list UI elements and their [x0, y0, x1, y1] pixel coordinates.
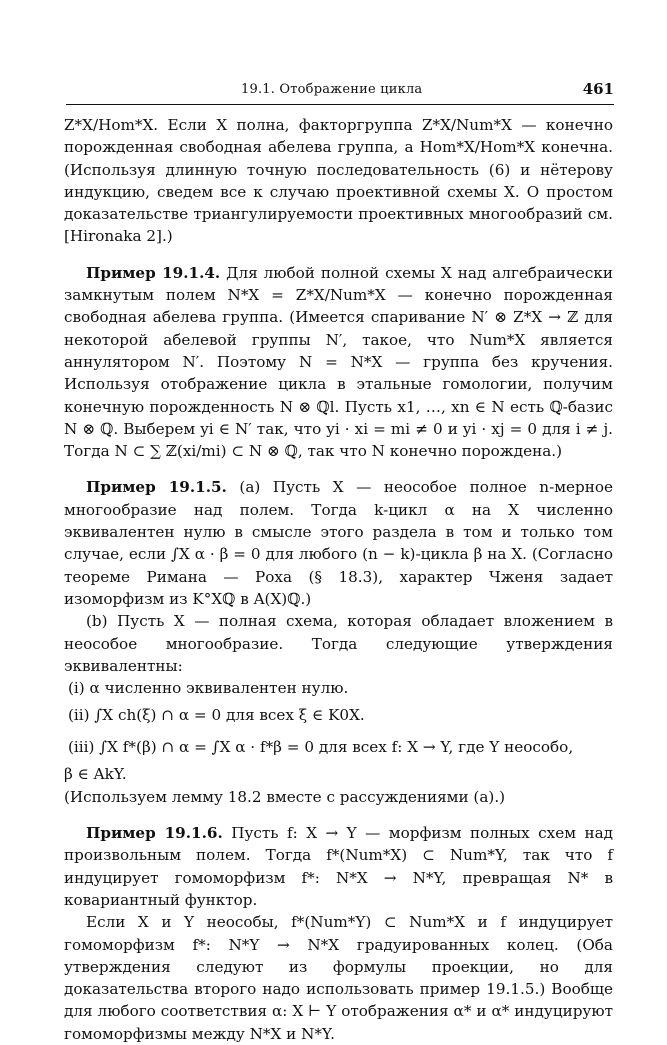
- example-text: Пусть f: X → Y — морфизм полных схем над произвольным полем. Тогда f*(Num*X) ⊂ Num*Y, так что f индуцирует гомоморфизм f*: N*X → N*Y, превращая N* в ковариантный функтор.: [64, 824, 613, 909]
- example-text: (a) Пусть X — неособое полное n-мерное многообразие над полем. Тогда k-цикл α на X численно эквивалентен нулю в смысле этого раздела в том и только том случае, если ∫X α · β = 0 для любого (n − k)-цикла β на X. (Согласно теореме Римана — Роха (§ 18.3), характер Чженя задает изоморфизм из K°Xℚ в A(X)ℚ.): [64, 478, 613, 608]
- paragraph-continuation: Z*X/Hom*X. Если X полна, факторгруппа Z*X/Num*X — конечно порожденная свободная абелева группа, а Hom*X/Hom*X конечна. (Используя длинную точную последовательность (6) и нётерову индукцию, сведем все к случаю проективной схемы X. О простом доказательстве триангулируемости проективных многообразий см. [Hironaka 2].): [64, 116, 613, 246]
- page-body: [64, 114, 613, 1045]
- example-19-1-5-note: (Используем лемму 18.2 вместе с рассуждениями (a).): [64, 787, 506, 806]
- example-19-1-6: [64, 822, 613, 911]
- running-header: [66, 78, 614, 102]
- example-19-1-5-part-b: (b) Пусть X — полная схема, которая обладает вложением в неособое многообразие. Тогда следующие утверждения эквивалентны:: [64, 612, 613, 675]
- example-label: Пример 19.1.6.: [86, 824, 223, 843]
- example-label: Пример 19.1.4.: [86, 263, 221, 282]
- condition-iii-continued: β ∈ AkY.: [64, 765, 127, 784]
- example-text: Для любой полной схемы X над алгебраически замкнутым полем N*X = Z*X/Num*X — конечно порожденная свободная абелева группа. (Имеется спаривание N′ ⊗ Z*X → ℤ для некоторой абелевой группы N′, такое, что Num*X является аннулятором N′. Поэтому N = N*X — группа без кручения. Используя отображение цикла в этальные гомологии, получим конечную порожденность N ⊗ ℚl. Пусть x1, …, xn ∈ N есть ℚ-базис N ⊗ ℚ. Выберем yi ∈ N′ так, что yi · xi = mi ≠ 0 и yi · xj = 0 для i ≠ j. Тогда N ⊂ ∑ ℤ(xi/mi) ⊂ N ⊗ ℚ, так что N конечно порождена.): [64, 263, 613, 461]
- header-rule: [66, 104, 614, 105]
- section-title: 19.1. Отображение цикла: [241, 82, 423, 97]
- condition-ii: (ii) ∫X ch(ξ) ∩ α = 0 для всех ξ ∈ K0X.: [68, 706, 365, 725]
- condition-i: (i) α численно эквивалентен нулю.: [68, 679, 349, 698]
- page-number: 461: [582, 80, 614, 98]
- example-19-1-6-continued: Если X и Y неособы, f*(Num*Y) ⊂ Num*X и f индуцирует гомоморфизм f*: N*Y → N*X градуированных колец. (Оба утверждения следуют из формулы проекции, но для доказательства второго надо использовать пример 19.1.5.) Вообще для любого соответствия α: X ⊢ Y отображения α* и α* индуцируют гомоморфизмы между N*X и N*Y.: [64, 913, 613, 1043]
- example-label: Пример 19.1.5.: [86, 478, 227, 497]
- example-19-1-4: [64, 262, 613, 463]
- condition-iii: (iii) ∫X f*(β) ∩ α = ∫X α · f*β = 0 для всех f: X → Y, где Y неособо,: [68, 738, 574, 757]
- example-19-1-5: [64, 476, 613, 610]
